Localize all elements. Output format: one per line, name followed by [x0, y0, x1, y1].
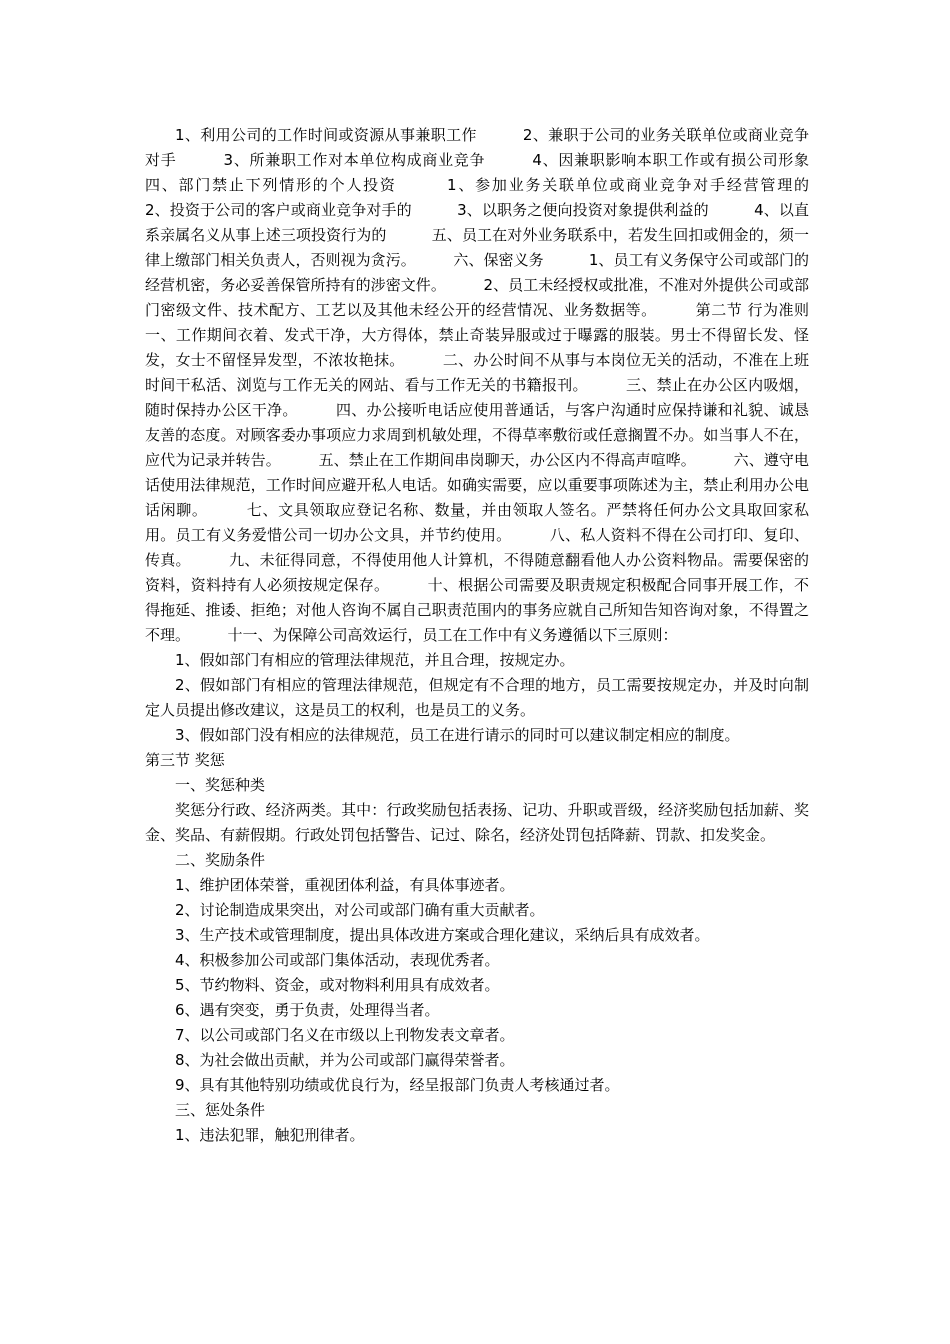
document-page [145, 123, 855, 1148]
paragraph-principle-2: 2、假如部门有相应的管理法律规范，但规定有不合理的地方，员工需要按规定办，并及时向制定人员提出修改建议，这是员工的权利，也是员工的义务。 [145, 676, 809, 719]
subheading-reward-conditions: 二、奖励条件 [175, 851, 266, 869]
paragraph-types-description: 奖惩分行政、经济两类。其中：行政奖励包括表扬、记功、升职或晋级，经济奖励包括加薪、奖金、奖品、有薪假期。行政处罚包括警告、记过、除名，经济处罚包括降薪、罚款、扣发奖金。 [145, 801, 809, 844]
list-item-reward-1: 1、维护团体荣誉，重视团体利益，有具体事迹者。 [175, 876, 515, 894]
list-item-reward-9: 9、具有其他特别功绩或优良行为，经呈报部门负责人考核通过者。 [175, 1076, 620, 1094]
paragraph-principle-3: 3、假如部门没有相应的法律规范，员工在进行请示的同时可以建议制定相应的制度。 [175, 726, 740, 744]
list-item-reward-2: 2、讨论制造成果突出，对公司或部门确有重大贡献者。 [175, 901, 545, 919]
list-item-reward-8: 8、为社会做出贡献，并为公司或部门赢得荣誉者。 [175, 1051, 515, 1069]
subheading-types: 一、奖惩种类 [175, 776, 266, 794]
paragraph-principle-1: 1、假如部门有相应的管理法律规范，并且合理，按规定办。 [175, 651, 575, 669]
section-heading-rewards-penalties: 第三节 奖惩 [145, 751, 225, 769]
list-item-reward-4: 4、积极参加公司或部门集体活动，表现优秀者。 [175, 951, 500, 969]
paragraph-body-main: 1、利用公司的工作时间或资源从事兼职工作 2、兼职于公司的业务关联单位或商业竞争对手 3、所兼职工作对本单位构成商业竞争 4、因兼职影响本职工作或有损公司形象 四、部门禁止下列情形的个人投资 1、参加业务关联单位或商业竞争对手经营管理的 2、投资于公司的客户或商业竞争对手的 3、以职务之便向投资对象提供利益的 4、以直系亲属名义从事上述三项投资行为的 五、员工在对外业务联系中，若发生回扣或佣金的，须一律上缴部门相关负责人，否则视为贪污。 六、保密义务 1、员工有义务保守公司或部门的经营机密，务必妥善保管所持有的涉密文件。 2、员工未经授权或批准，不准对外提供公司或部门密级文件、技术配方、工艺以及其他未经公开的经营情况、业务数据等。 第二节 行为准则 一、工作期间衣着、发式干净，大方得体，禁止奇装异服或过于曝露的服装。男士不得留长发、怪发，女士不留怪异发型，不浓妆艳抹。 二、办公时间不从事与本岗位无关的活动，不准在上班时间干私活、浏览与工作无关的网站、看与工作无关的书籍报刊。 三、禁止在办公区内吸烟，随时保持办公区干净。 四、办公接听电话应使用普通话，与客户沟通时应保持谦和礼貌、诚恳友善的态度。对顾客委办事项应力求周到机敏处理，不得草率敷衍或任意搁置不办。如当事人不在，应代为记录并转告。 五、禁止在工作期间串岗聊天，办公区内不得高声喧哗。 六、遵守电话使用法律规范，工作时间应避开私人电话。如确实需要，应以重要事项陈述为主，禁止利用办公电话闲聊。 七、文具领取应登记名称、数量，并由领取人签名。严禁将任何办公文具取回家私用。员工有义务爱惜公司一切办公文具，并节约使用。 八、私人资料不得在公司打印、复印、传真。 九、未征得同意，不得使用他人计算机，不得随意翻看他人办公资料物品。需要保密的资料，资料持有人必须按规定保存。 十、根据公司需要及职责规定积极配合同事开展工作，不得拖延、推诿、拒绝；对他人咨询不属自己职责范围内的事务应就自己所知告知咨询对象，不得置之不理。 十一、为保障公司高效运行，员工在工作中有义务遵循以下三原则： [145, 126, 855, 644]
list-item-reward-3: 3、生产技术或管理制度，提出具体改进方案或合理化建议，采纳后具有成效者。 [175, 926, 710, 944]
list-item-reward-5: 5、节约物料、资金，或对物料利用具有成效者。 [175, 976, 500, 994]
list-item-reward-6: 6、遇有突变，勇于负责，处理得当者。 [175, 1001, 440, 1019]
list-item-penalty-1: 1、违法犯罪，触犯刑律者。 [175, 1126, 365, 1144]
list-item-reward-7: 7、以公司或部门名义在市级以上刊物发表文章者。 [175, 1026, 515, 1044]
subheading-penalty-conditions: 三、惩处条件 [175, 1101, 266, 1119]
